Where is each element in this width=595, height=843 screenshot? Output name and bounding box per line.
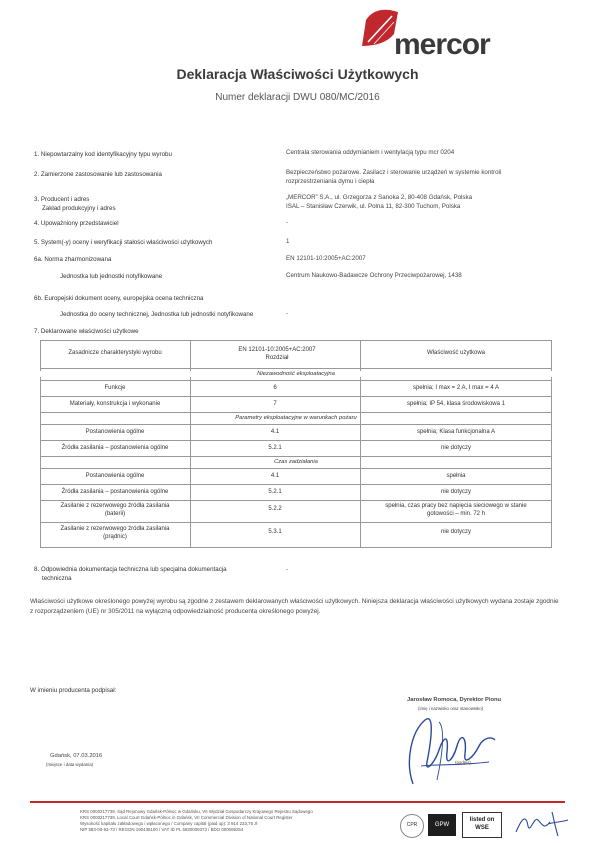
table-cell: Zasilanie z rezerwowego źródła zasilania (prądnic) <box>60 526 170 540</box>
footer-divider <box>30 801 565 803</box>
table-header-characteristics: Zasadnicze charakterystyki wyrobu <box>68 350 162 356</box>
document-title: Deklaracja Właściwości Użytkowych <box>176 66 419 82</box>
wse-badge-label: listed on WSE <box>469 817 495 831</box>
table-cell: Źródła zasilania – postanowienia ogólne <box>61 489 169 495</box>
item-6b-notified-label: Jednostka do oceny technicznej, Jednostka lub jednostki notyfikowane <box>60 311 254 318</box>
footer-line-4: NIP 583-00-93-73 / REGON 190436100 / VAT ID PL 5830009373 / BDO 000069254 <box>80 827 244 832</box>
item-3-value-2: ISAL – Stanisław Czerwik, ul. Polna 11, 82-300 Tuchom, Polska <box>286 203 461 210</box>
signature-caption: (podpis) <box>455 760 471 765</box>
item-1-value: Centrala sterowania oddymianiem i wentylacją typu mcr 0204 <box>286 149 455 156</box>
item-6b-label: 6b. Europejski dokument oceny, europejska ocena techniczna <box>34 295 204 302</box>
table-cell: nie dotyczy <box>440 529 471 535</box>
table-cell: spełnia <box>446 473 466 479</box>
table-cell: Postanowienia ogólne <box>85 473 145 479</box>
footer-line-3: Wysokość kapitału zakładowego i wpłaconego / Company capital (paid up): 3 914 233,75 zł <box>80 821 258 826</box>
footer-line-2: KRS 0000217739, Local Court Gdańsk-Północ in Gdańsk, VII Commercial Division of National Court Register <box>80 815 293 820</box>
mercor-wordmark: mercor <box>394 28 490 61</box>
conformity-statement: Właściwości użytkowe określonego powyżej wyrobu są zgodne z zestawem deklarowanych właściwości użytkowych. Niniejsza deklaracja właściwości użytkowych wydana zostaje zgodnie z rozporządzeniem (UE) nr 305/2011 na wyłączną odpowiedzialność producenta określonego powyżej. <box>30 598 559 615</box>
table-section-title: Czas zadziałania <box>274 459 318 465</box>
item-5-value: 1 <box>286 238 290 245</box>
signatory-name: Jarosław Romoca, Dyrektor Pionu <box>407 697 502 703</box>
item-2-label: 2. Zamierzone zastosowanie lub zastosowania <box>34 171 162 178</box>
item-4-value: - <box>286 219 289 226</box>
table-cell: 5.3.1 <box>268 529 282 535</box>
table-cell: Źródła zasilania – postanowienia ogólne <box>61 445 169 451</box>
table-cell: spełnia, czas pracy bez napięcia sieciowego w stanie gotowości – min. 72 h <box>385 503 527 517</box>
item-1-label: 1. Niepowtarzalny kod identyfikacyjny typu wyrobu <box>34 151 172 158</box>
item-3-value: „MERCOR” S.A., ul. Grzegorza z Sanoka 2, 80-408 Gdańsk, Polska <box>286 194 473 201</box>
place-date-caption: (miejsce i data wydania) <box>46 762 94 767</box>
item-6a-label: 6a. Norma zharmonizowana <box>34 256 112 263</box>
item-8-label-cont: techniczna <box>42 575 72 582</box>
item-2-value: Bezpieczeństwo pożarowe. Zasilacz i sterowanie urządzeń w systemie kontroli rozprzestrzeniania dymu i ciepła <box>286 169 502 185</box>
wse-listed-badge <box>462 812 502 838</box>
table-cell: 4.1 <box>270 429 280 435</box>
certification-seal-label: CPR <box>406 822 418 828</box>
table-cell: Zasilanie z rezerwowego źródła zasilania (baterii) <box>60 503 170 517</box>
item-3-label: 3. Producent i adres <box>34 196 90 203</box>
handwritten-signature <box>395 702 505 797</box>
item-6a-notified-value: Centrum Naukowo-Badawcze Ochrony Przeciwpożarowej, 1438 <box>286 272 462 279</box>
item-8-label: 8. Odpowiednia dokumentacja techniczna lub specjalna dokumentacja <box>34 566 227 573</box>
table-cell: 4.1 <box>270 473 280 479</box>
certification-seal-icon <box>400 814 424 838</box>
table-section-title: Parametry eksploatacyjne w warunkach pożaru <box>235 415 357 421</box>
table-cell: 5.2.2 <box>268 506 282 512</box>
item-6b-notified-value: - <box>286 310 289 317</box>
declaration-number: Numer deklaracji DWU 080/MC/2016 <box>215 92 380 103</box>
table-header-performance: Właściwość użytkowa <box>426 350 485 356</box>
table-cell: spełnia; I max = 2 A, I max = 4 A <box>412 385 500 391</box>
table-cell: 6 <box>273 385 277 391</box>
item-8-value: - <box>286 566 289 573</box>
table-cell: 7 <box>273 401 277 407</box>
signed-on-behalf-label: W imieniu producenta podpisał: <box>30 687 117 694</box>
item-7-label: 7. Deklarowane właściwości użytkowe <box>34 328 139 335</box>
table-cell: Funkcje <box>104 385 126 391</box>
table-cell: Postanowienia ogólne <box>85 429 145 435</box>
signatory-role-caption: (imię i nazwisko oraz stanowisko) <box>418 706 484 711</box>
table-cell: nie dotyczy <box>440 489 471 495</box>
performance-table <box>40 340 552 548</box>
gpw-badge-label: GPW <box>434 822 450 828</box>
item-5-label: 5. System(-y) oceny i weryfikacji stałości właściwości użytkowych <box>34 239 213 246</box>
table-cell: 5.2.1 <box>268 489 282 495</box>
place-and-date: Gdańsk, 07.03.2016 <box>50 753 103 759</box>
footer-line-1: KRS 0000217739, Sąd Rejonowy Gdańsk-Północ w Gdańsku, VII Wydział Gospodarczy Krajowego Rejestru Sądowego <box>80 809 313 814</box>
gpw-badge <box>428 814 456 836</box>
table-section-title: Niezawodność eksploatacyjna <box>40 371 552 377</box>
table-cell: nie dotyczy <box>440 445 471 451</box>
item-4-label: 4. Upoważniony przedstawiciel <box>34 220 119 227</box>
table-cell: Materiały, konstrukcja i wykonanie <box>69 401 161 407</box>
table-cell: 5.2.1 <box>268 445 282 451</box>
initials-signature <box>512 808 572 843</box>
item-3-sublabel: Zakład produkcyjny i adres <box>42 205 116 212</box>
item-6a-value: EN 12101-10:2005+AC:2007 <box>286 255 366 262</box>
table-cell: spełnia; IP 54, klasa środowiskowa 1 <box>407 401 505 407</box>
item-6a-notified-label: Jednostka lub jednostki notyfikowane <box>60 273 163 280</box>
table-cell: spełnia; Klasa funkcjonalna A <box>416 429 496 435</box>
table-header-standard: EN 12101-10:2005+AC:2007 Rozdział <box>238 347 316 361</box>
